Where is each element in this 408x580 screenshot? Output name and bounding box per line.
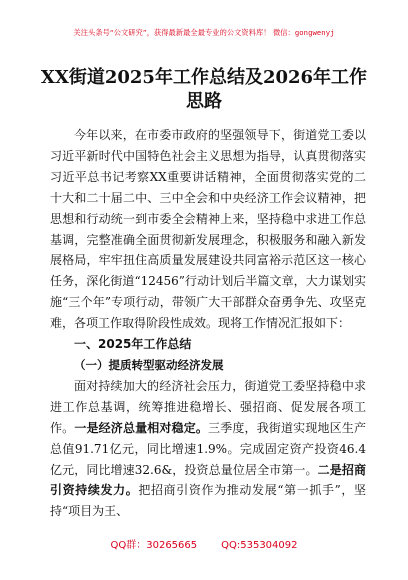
- document-title: XX街道2025年工作总结及2026年工作思路: [40, 67, 368, 112]
- keypoint-2: 二是招商引资持续发力。: [50, 462, 366, 498]
- economy-tail-text: 把招商引资作为推动发展“第一抓手”，坚持“项目为王、: [50, 483, 366, 519]
- footer-qq-group: QQ群：30265665: [110, 540, 198, 551]
- section-heading-1: 一、2025年工作总结: [74, 337, 192, 352]
- economy-mid-text: 三季度，我街道实现地区生产总值91.71亿元，同比增速1.9%。完成固定资产投资46.4亿元，同比增速32.6&，投资总量位居全市第一。: [50, 420, 366, 477]
- footer-contact: [0, 536, 408, 551]
- document-body: [50, 125, 366, 522]
- economy-paragraph: [50, 376, 366, 522]
- economy-lead-text: 面对持续加大的经济社会压力，街道党工委坚持稳中求进工作总基调，统筹推进稳增长、强招商、促发展各项工作。: [50, 378, 366, 435]
- header-wechat-id: gongwenyj: [294, 30, 335, 38]
- header-notice: [0, 28, 408, 38]
- header-notice-text: 关注头条号“公文研究”，获得最新最全最专业的公文资料库！ 微信：: [73, 28, 295, 37]
- intro-paragraph: 今年以来，在市委市政府的坚强领导下，街道党工委以习近平新时代中国特色社会主义思想为指导，认真贯彻落实习近平总书记考察XX重要讲话精神，全面贯彻落实党的二十大和二十届二中、三中全会和中央经济工作会议精神，把思想和行动统一到市委全会精神上来，坚持稳中求进工作总基调，完整准确全面贯彻新发展理念，积极服务和融入新发展格局，牢牢扭住高质量发展建设共同富裕示范区这一核心任务，深化街道“12456”行动计划后半篇文章，大力谋划实施“三个年”专项行动，带领广大干部群众奋勇争先、攻坚克难，各项工作取得阶段性成效。现将工作情况汇报如下：: [50, 128, 366, 331]
- footer-qq-number: QQ:535304092: [221, 540, 298, 551]
- keypoint-1: 一是经济总量相对稳定。: [74, 420, 209, 435]
- subsection-heading-1: （一）提质转型驱动经济发展: [74, 357, 224, 372]
